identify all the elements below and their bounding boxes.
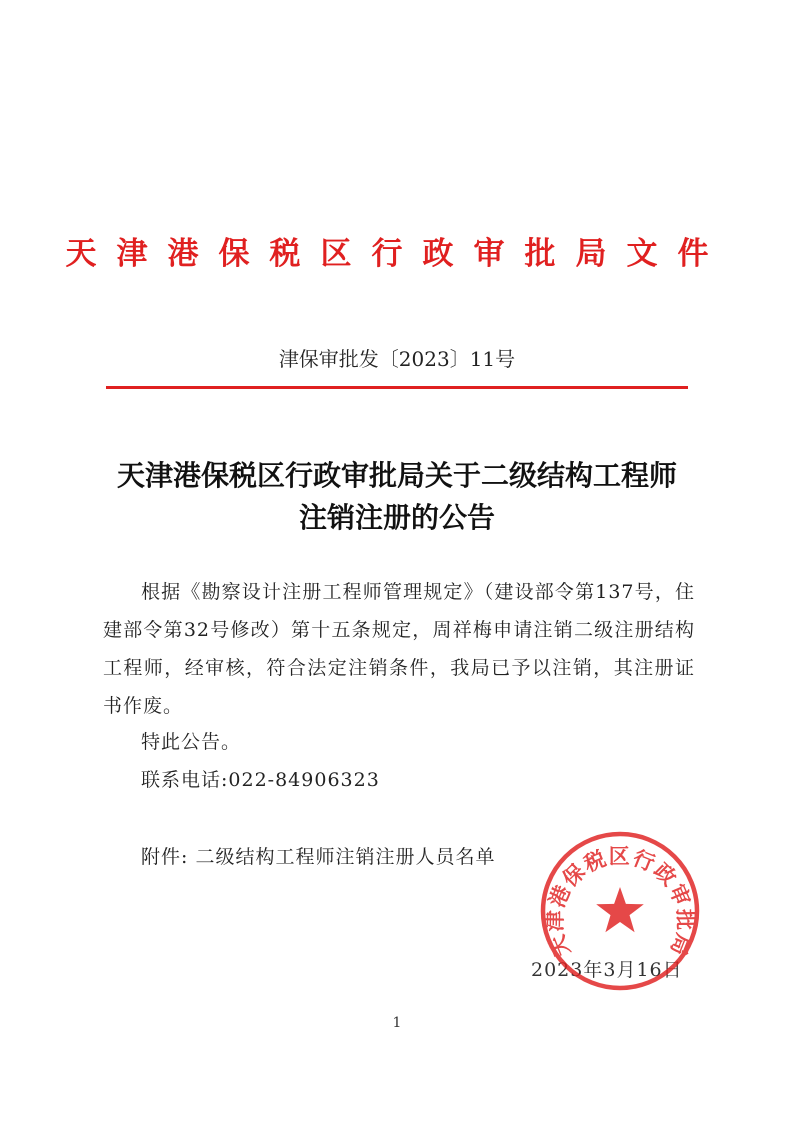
- notice-title-line-2: 注销注册的公告: [298, 501, 495, 534]
- official-seal: [538, 829, 702, 993]
- seal-text: 天津港保税区行政审批局: [541, 843, 699, 961]
- document-header-title: 天津港保税区行政审批局文件: [65, 236, 729, 272]
- document-number: 津保审批发〔2023〕11号: [278, 347, 516, 371]
- contact-phone: 联系电话:022-84906323: [141, 769, 380, 791]
- issue-date: 2023年3月16日: [531, 959, 683, 981]
- seal-star: [596, 887, 644, 932]
- notice-title-line-1: 天津港保税区行政审批局关于二级结构工程师: [116, 459, 677, 492]
- notice-title: [60, 455, 734, 539]
- notice-closing: 特此公告。: [141, 731, 242, 753]
- attachment-label: 附件: 二级结构工程师注销注册人员名单: [141, 846, 496, 868]
- page-number: 1: [392, 1015, 402, 1031]
- header-divider: [106, 386, 688, 389]
- notice-body: 根据《勘察设计注册工程师管理规定》（建设部令第137号，住建部令第32号修改）第十五条规定，周祥梅申请注销二级注册结构工程师，经审核，符合法定注销条件，我局已予以注销，其注册证书作废。: [103, 581, 695, 717]
